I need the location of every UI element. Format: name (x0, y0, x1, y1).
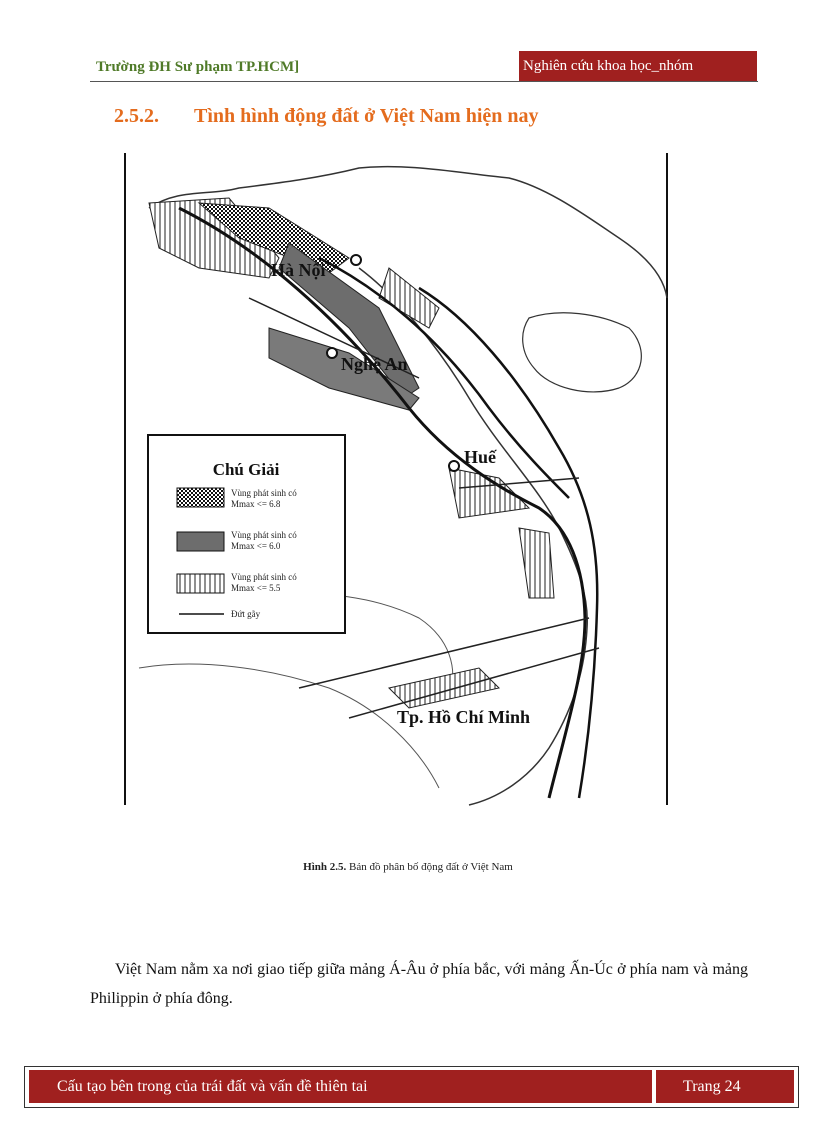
footer-page-number: Trang 24 (656, 1070, 794, 1103)
header-topic: Nghiên cứu khoa học_nhóm (519, 51, 757, 82)
city-label-hcmc: Tp. Hồ Chí Minh (397, 707, 531, 727)
city-label-hanoi: Hà Nội (271, 260, 326, 280)
caption-text: Bản đồ phân bố động đất ở Việt Nam (346, 861, 513, 873)
legend-swatch-mmax55 (177, 574, 224, 593)
hanoi-marker (351, 255, 361, 265)
figure-caption (0, 861, 816, 873)
nghe-an-marker (327, 348, 337, 358)
caption-label: Hình 2.5. (303, 861, 347, 873)
header-divider (90, 81, 758, 82)
legend-swatch-mmax68 (177, 488, 224, 507)
map-legend (148, 435, 345, 633)
section-number: 2.5.2. (114, 105, 159, 127)
legend-item-2-line2: Mmax <= 6.0 (231, 541, 281, 551)
legend-title: Chú Giải (212, 460, 280, 479)
earthquake-map (119, 148, 671, 808)
legend-item-3-line2: Mmax <= 5.5 (231, 583, 281, 593)
legend-item-1-line1: Vùng phát sinh có (231, 488, 297, 498)
city-label-hue: Huế (464, 447, 497, 467)
section-heading (114, 105, 539, 128)
body-paragraph: Việt Nam nằm xa nơi giao tiếp giữa mảng Á-Âu ở phía bắc, với mảng Ấn-Úc ở phía nam và mảng Philippin ở phía đông. (90, 961, 748, 1007)
section-title-text: Tình hình động đất ở Việt Nam hiện nay (194, 105, 539, 127)
legend-swatch-mmax60 (177, 532, 224, 551)
footer-title: Cấu tạo bên trong của trái đất và vấn đề thiên tai (29, 1070, 652, 1103)
header-school: Trường ĐH Sư phạm TP.HCM] (96, 59, 300, 75)
city-label-nghe-an: Nghệ An (341, 354, 408, 374)
legend-item-2-line1: Vùng phát sinh có (231, 530, 297, 540)
hue-marker (449, 461, 459, 471)
legend-item-4: Đứt gãy (231, 609, 261, 619)
legend-item-1-line2: Mmax <= 6.8 (231, 499, 281, 509)
legend-item-3-line1: Vùng phát sinh có (231, 572, 297, 582)
